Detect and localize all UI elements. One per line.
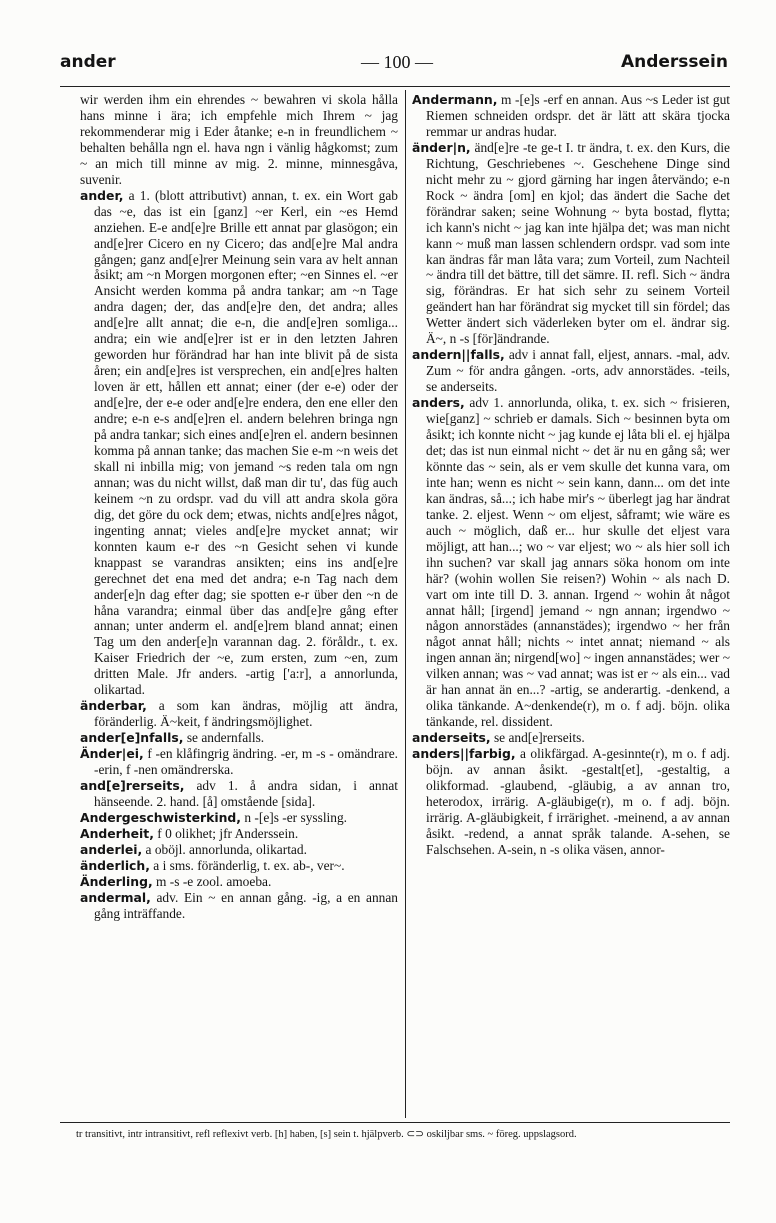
dictionary-entry <box>412 92 730 140</box>
entry-headword: anderseits, <box>412 730 491 746</box>
dictionary-entry <box>80 92 398 188</box>
left-column <box>80 92 398 922</box>
entry-text: adv. Ein ~ en annan gång. -ig, a en annan gång inträffande. <box>94 889 398 921</box>
entry-headword: ander, <box>80 187 124 203</box>
dictionary-entry <box>412 347 730 395</box>
right-column <box>412 92 730 858</box>
entry-text: a 1. (blott attributivt) annan, t. ex. ein Wort gab das ~e, das ist ein [ganz] ~er Kerl, ein ~es Hemd anziehen. E-e and[e]re Brille ett annat par glasögon; ein and[e]rer Cicero en ny Cicero; das and[e]re Mal andra gången; ganz and[e]rer Meinung sein vara av helt annan åsikt; am ~n Morgen morgonen efter; ~en Sinnes el. ~er Ansicht werden komma på andra tankar; am ~n Tage andra dagen; der, das and[e]re den, det andra; alles and[e]re allt annat; die e-n, die and[e]ren somliga... andra; ein wie and[e]rer ist er in den letzten Jahren geworden hur förändrad har han inte blivit på de sista åren; ein and[e]res ist versprechen, ein and[e]res halten loven är ett, hållen ett annat; einer (der e-e) oder der and[e]re, der e-e oder and[e]re endera, den ene eller den andre; e-n e-s and[e]ren el. andern belehren bringa ngn på andra tankar; sich eines and[e]ren el. andern besinnen komma på annan tanke; das machen Sie e-m ~n weis det skall ni inbilla mig; von jemand ~s reden tala om ngn annan; was du nicht willst, daß man dir tu', das füg auch keinem ~n zu ordspr. vad du vill att andra skola göra dig, det göre du ock dem; etwas, nichts and[e]res något, ingenting annat; vieles and[e]re mycket annat; wir konnten kaum e-r des ~n Gesicht sehen vi kunde knappast se varandras ansikten; eins ins and[e]re gerechnet det ena med det andra; e-n Tag nach dem ander[e]n dag efter dag; sie spotten e-r über den ~n de håna varandra; einmal über das and[e]re gång efter annan; unter anderm el. and[e]rem bland annat; einen Tag um den ander[e]n varannan dag. 2. föråldr., t. ex. Kaiser Friedrich der ~e, zum ersten, zum ~en, zum dritten Male. Jfr anders. -artig ['a:r], a annorlunda, olikartad. <box>94 187 398 698</box>
dictionary-entry <box>80 730 398 746</box>
entry-text: a i sms. föränderlig, t. ex. ab-, ver~. <box>153 857 345 873</box>
entry-text: adv 1. å andra sidan, i annat hänseende. 2. hand. [å] omstående [sida]. <box>94 777 398 809</box>
entry-headword: ander[e]nfalls, <box>80 730 184 746</box>
entry-text: adv i annat fall, eljest, annars. -mal, adv. Zum ~ för andra gången. -orts, adv annorstädes. -teils, se anderseits. <box>426 347 730 395</box>
footer-rule <box>60 1122 730 1123</box>
dictionary-entry <box>80 698 398 730</box>
header-rule <box>60 86 730 87</box>
column-divider <box>405 90 406 1118</box>
dictionary-entry <box>80 890 398 922</box>
entry-text: se andernfalls. <box>186 730 265 746</box>
dictionary-entry <box>80 188 398 699</box>
header-left-guideword: ander <box>60 52 116 72</box>
entry-text: f -en klåfingrig ändring. -er, m -s - omändrare. -erin, f -nen omändrerska. <box>94 746 398 778</box>
entry-text: se and[e]rerseits. <box>493 730 585 746</box>
entry-headword: andern||falls, <box>412 347 505 363</box>
entry-headword: anders||farbig, <box>412 746 516 762</box>
dictionary-entry <box>80 842 398 858</box>
entry-headword: anders, <box>412 395 465 411</box>
dictionary-entry <box>412 140 730 347</box>
entry-headword: Andergeschwisterkind, <box>80 809 241 825</box>
entry-text: m -s -e zool. amoeba. <box>156 873 272 889</box>
entry-headword: anderlei, <box>80 841 143 857</box>
dictionary-entry <box>80 874 398 890</box>
dictionary-entry <box>412 746 730 858</box>
dictionary-entry <box>80 810 398 826</box>
entry-headword: änderbar, <box>80 698 147 714</box>
entry-headword: Änderling, <box>80 873 153 889</box>
header-right-guideword: Anderssein <box>620 52 728 72</box>
dictionary-entry <box>412 395 730 730</box>
entry-text: a som kan ändras, möjlig att ändra, föränderlig. Ä~keit, f ändringsmöjlighet. <box>94 698 398 730</box>
entry-text: f 0 olikhet; jfr Anderssein. <box>157 825 299 841</box>
entry-headword: Andermann, <box>412 92 498 107</box>
dictionary-entry <box>80 826 398 842</box>
entry-headword: Anderheit, <box>80 825 154 841</box>
entry-text: n -[e]s -er syssling. <box>244 809 347 825</box>
entry-text: a oböjl. annorlunda, olikartad. <box>145 841 307 857</box>
entry-headword: änder|n, <box>412 139 471 155</box>
dictionary-entry <box>80 858 398 874</box>
entry-headword: andermal, <box>80 889 151 905</box>
entry-text: adv 1. annorlunda, olika, t. ex. sich ~ frisieren, wie[ganz] ~ schrieb er damals. Sich ~ besinnen byta om åsikt; ich konnte nicht ~ jag kunde ej låta bli el. ej hjälpa det; das ist nun einmal nicht ~ det är nu en gång så; wer könnte das ~ sein, als er vem skulle det kunna vara, om inte han; wenn es nicht ~ sein kann, dann... om det inte kan ändras, så...; ich habe mir's ~ überlegt jag har ändrat tanke. 2. eljest. Wenn ~ om eljest, såframt; wie wäre es auch ~ möglich, daß er... hur skulle det eljest vara möjligt, att han...; wo ~ var eljest; wo ~ als hier soll ich ihn suchen? var skall jag annars söka honom om inte här? (wohin wollen Sie reisen?) Wohin ~ als nach D. vart om inte till D. 3. annan. Irgend ~ wohin åt något annat håll; [irgend] jemand ~ ngn annan; irgendwo ~ någon annorstädes (annanstädes); irgendwo ~ her från något annat håll; nichts ~ intet annat; niemand ~ als ingen annan än; nirgend[wo] ~ ingen annanstädes; wer ~ vilken annan; was ~ vad annat; was ist er ~ als ein... vad är han annat än en...? -artig, se anderartig. -denkend, a olika tänkande. A~denkende(r), m o. f adj. böjn. olika tänkande, rel. dissident. <box>426 395 730 730</box>
dictionary-entry <box>80 746 398 778</box>
entry-text: m -[e]s -erf en annan. Aus ~s Leder ist gut Riemen schneiden ordspr. det är lätt att skära tjocka remmar ur andras hudar. <box>426 92 730 139</box>
entry-text: änd[e]re -te ge-t I. tr ändra, t. ex. den Kurs, die Richtung, Geschriebenes ~. Geschehene Dinge sind nicht mehr zu ~ gjord gärning har ingen återvändo; e-n Rock ~ ändra [om] en kjol; das ändert die Sache det förändrar saken; seine Wohnung ~ byta bostad, flytta; ich kann's nicht ~ jag kan inte hjälpa det; was man nicht kann ~ muß man lassen schlendern ordspr. vad som inte kan ändras får man låta vara; zum Vorteil, zum Nachteil ~ ändra till det bättre, till det sämre. II. refl. Sich ~ ändra sig, förändras. Er hat sich sehr zu seinem Vorteil geändert han har förändrat sig mycket till sin fördel; das Wetter ändert sich väderleken byter om el. ändrar sig. Ä~, n -s [för]ändrande. <box>426 139 730 347</box>
page-number: — 100 — <box>361 52 433 72</box>
dictionary-entry <box>412 730 730 746</box>
dictionary-entry <box>80 778 398 810</box>
entry-text: wir werden ihm ein ehrendes ~ bewahren vi skola hålla hans minne i ära; ich empfehle mich Ihrem ~ jag rekommenderar mig i Eder åtanke; e-n in freundlichem ~ behalten behålla ngn el. hava ngn i vänlig hågkomst; zum ~ an mich till minne av mig. 2. minne, minnesgåva, suvenir. <box>80 92 398 187</box>
entry-text: a olikfärgad. A-gesinnte(r), m o. f adj. böjn. av annan åsikt. -gestalt[et], -gestaltig, a olikformad. -glaubend, -gläubig, a av annan tro, heterodox, irrärig. A-gläubige(r), m o. f adj. böjn. irrärig. A-gläubigkeit, f irrärighet. -meinend, a av annan åsikt. -redend, a annat språk talande. A-sehen, se Falschsehen. A-sein, n -s olika väsen, annor- <box>426 746 730 857</box>
entry-headword: Änder|ei, <box>80 746 144 762</box>
abbreviation-legend: tr transitivt, intr intransitivt, refl reflexivt verb. [h] haben, [s] sein t. hjälpverb. ⊂⊃ oskiljbar sms. ~ föreg. uppslagsord. <box>76 1129 577 1140</box>
entry-headword: and[e]rerseits, <box>80 777 185 793</box>
entry-headword: änderlich, <box>80 857 150 873</box>
